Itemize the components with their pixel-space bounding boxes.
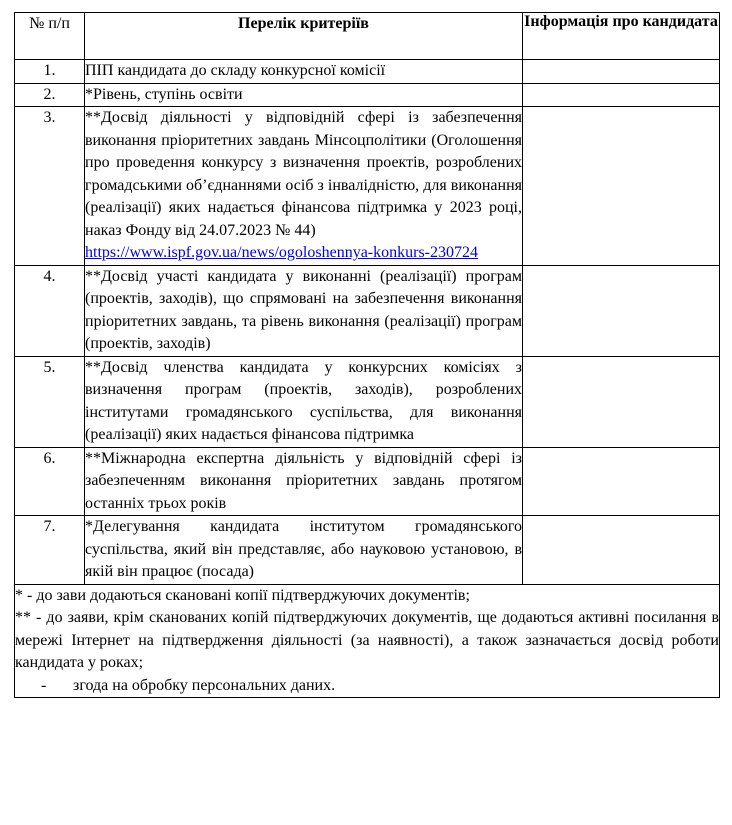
notes-cell: [15, 584, 720, 698]
consent-bullet: [15, 675, 719, 698]
consent-text: згода на обробку персональних даних.: [73, 676, 336, 694]
konkurs-link[interactable]: https://www.ispf.gov.ua/news/ogoloshennya-konkurs-230724: [85, 244, 478, 261]
criterion-text: *Делегування кандидата інститутом громадянського суспільства, який він представляє, або науковою установою, в якій він працює (посада): [85, 516, 523, 585]
table-row: [15, 356, 720, 447]
candidate-info-cell[interactable]: [523, 447, 720, 516]
row-number: 7.: [15, 516, 85, 585]
criterion-text: *Рівень, ступінь освіти: [85, 83, 523, 107]
table-row: [15, 107, 720, 266]
row-number: 4.: [15, 265, 85, 356]
table-header-row: [15, 13, 720, 60]
table-row: [15, 447, 720, 516]
table-row: [15, 83, 720, 107]
candidate-info-cell[interactable]: [523, 107, 720, 266]
table-row: [15, 60, 720, 84]
footnote-single-star: * - до зави додаються скановані копії підтверджуючих документів;: [15, 586, 470, 604]
criterion-text: **Досвід діяльності у відповідній сфері із забезпечення виконання пріоритетних завдань Мінсоцполітики (Оголошення про проведення конкурсу з визначення проектів, розроблених громадськими об’єднаннями осіб з інвалідністю, для виконання (реалізації) яких надається фінансова підтримка у 2023 році, наказ Фонду від 24.07.2023 № 44): [85, 109, 522, 239]
row-number: 2.: [15, 83, 85, 107]
row-number: 1.: [15, 60, 85, 84]
table-row: [15, 516, 720, 585]
criterion-text: **Досвід участі кандидата у виконанні (реалізації) програм (проектів, заходів), що спрямовані на забезпечення виконання пріоритетних завдань, та рівень виконання (реалізації) програм (проектів, заходів): [85, 265, 523, 356]
footnote-double-star: ** - до заяви, крім сканованих копій підтверджуючих документів, ще додаються активні посилання в мережі Інтернет на підтвердження діяльності (за наявності), а також зазначається досвід роботи кандидата у роках;: [15, 609, 719, 671]
criterion-cell: [85, 107, 523, 266]
header-info: Інформація про кандидата: [523, 13, 720, 60]
row-number: 5.: [15, 356, 85, 447]
candidate-info-cell[interactable]: [523, 60, 720, 84]
header-num: № п/п: [15, 13, 85, 60]
candidate-info-cell[interactable]: [523, 265, 720, 356]
notes-row: [15, 584, 720, 698]
row-number: 6.: [15, 447, 85, 516]
criterion-text: **Досвід членства кандидата у конкурсних комісіях з визначення програм (проектів, заходів), розроблених інститутами громадянського суспільства, для виконання (реалізації) яких надається фінансова підтримка: [85, 356, 523, 447]
candidate-info-cell[interactable]: [523, 516, 720, 585]
table-row: [15, 265, 720, 356]
criterion-text: **Міжнародна експертна діяльність у відповідній сфері із забезпеченням виконання пріоритетних завдань протягом останніх трьох років: [85, 447, 523, 516]
criteria-table: [14, 12, 720, 698]
candidate-info-cell[interactable]: [523, 356, 720, 447]
criterion-text: ПІП кандидата до складу конкурсної комісії: [85, 60, 523, 84]
bullet-dash: -: [41, 676, 47, 694]
candidate-info-cell[interactable]: [523, 83, 720, 107]
header-criteria: Перелік критеріїв: [85, 13, 523, 60]
row-number: 3.: [15, 107, 85, 266]
